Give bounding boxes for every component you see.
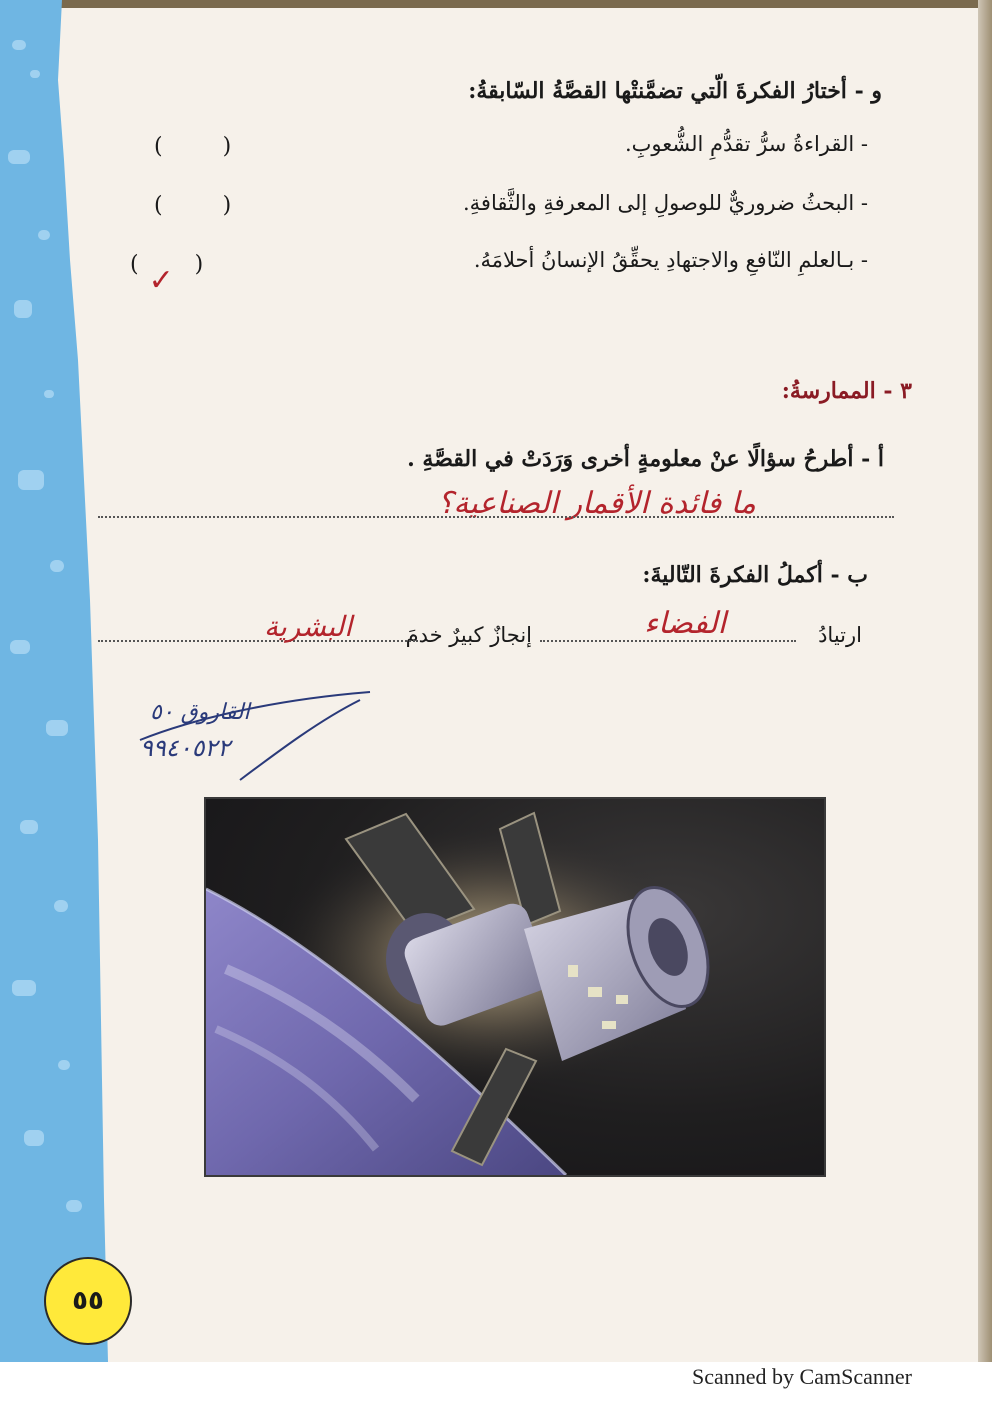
option-2-text: - البحثُ ضروريٌّ للوصولِ إلى المعرفةِ والثَّقافةِ.: [463, 191, 868, 215]
option-3-answer-box[interactable]: [130, 252, 204, 298]
part-b-handwritten-answer-2: البشرية: [264, 610, 352, 643]
part-a-answer-line[interactable]: [98, 516, 894, 518]
paren-open: (: [154, 134, 163, 159]
paren-close: ): [222, 134, 232, 159]
page-number: ٥٥: [72, 1286, 104, 1316]
scan-edge-right: [978, 0, 992, 1362]
scan-edge-top: [0, 0, 992, 8]
handwritten-note-line-2: ٩٩٤٠٥٢٢: [140, 734, 231, 762]
part-b-handwritten-answer-1: الفضاء: [644, 606, 726, 641]
page-number-badge: [44, 1257, 132, 1345]
option-2-answer-box[interactable]: [154, 193, 231, 218]
decorative-blue-border: [0, 0, 112, 1362]
option-1-answer-box[interactable]: [154, 134, 231, 159]
paren-close: ): [222, 193, 232, 218]
part-b-text-start: ارتيادُ: [818, 623, 862, 647]
paren-open: (: [154, 193, 163, 218]
scanner-watermark: Scanned by CamScanner: [692, 1364, 912, 1389]
part-b-prompt: ب - أكملُ الفكرةَ التّاليةَ:: [642, 562, 868, 588]
handwritten-note-line-1: القاروق ٥٠: [150, 700, 250, 725]
part-b-blank-2[interactable]: [98, 640, 418, 642]
option-3-text: - بـالعلمِ النّافعِ والاجتهادِ يحقِّقُ الإنسانُ أحلامَهُ.: [473, 248, 868, 272]
part-a-handwritten-answer: ما فائدة الأقمار الصناعية؟: [437, 486, 756, 521]
option-1-text: - القراءةُ سرُّ تقدُّمِ الشُّعوبِ.: [624, 132, 868, 156]
part-b-text-mid: إنجازٌ كبيرٌ خدمَ: [405, 623, 532, 647]
section-3-heading: ٣ - الممارسةُ:: [781, 378, 912, 404]
spacecraft-illustration: [204, 797, 826, 1177]
part-a-prompt: أ - أطرحُ سؤالًا عنْ معلومةٍ أخرى وَرَدَتْ في القصَّةِ .: [407, 446, 884, 472]
paren-close: ): [194, 252, 204, 277]
checkmark-icon: ✓: [148, 263, 174, 298]
question-w-heading: و - أختارُ الفكرةَ الّتي تضمَّنتْها القصَّةُ السّابقةُ:: [468, 78, 882, 104]
paren-open: (: [130, 252, 139, 277]
